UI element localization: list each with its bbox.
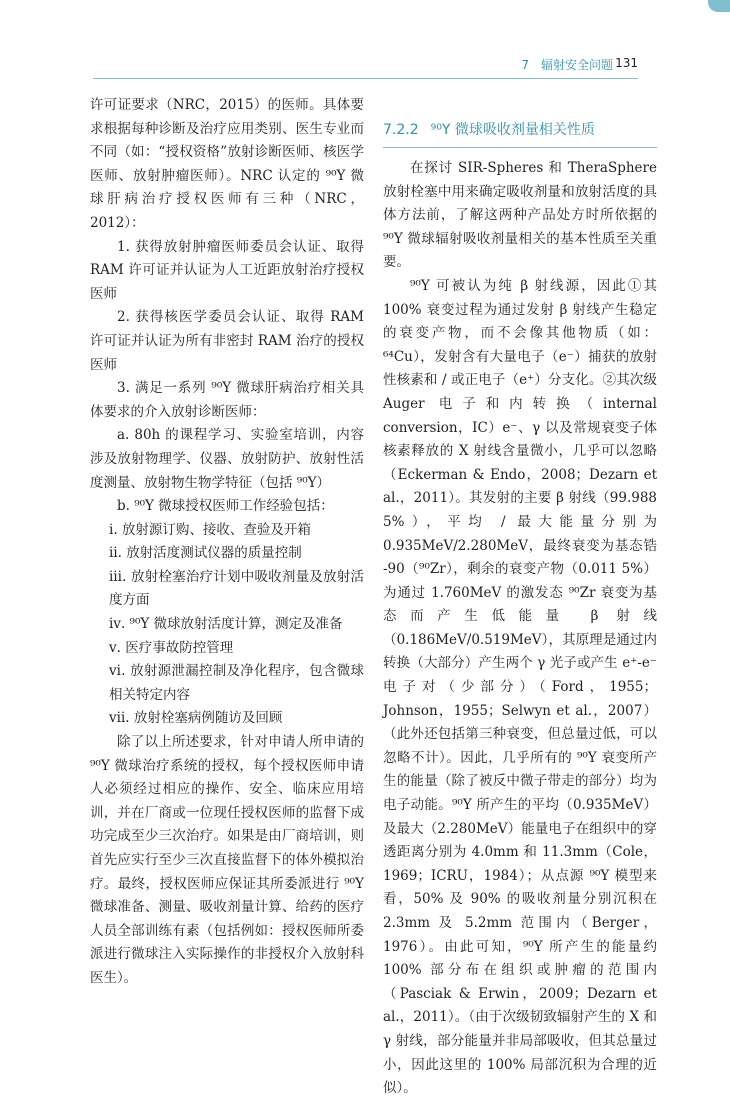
corner-tab-decoration xyxy=(708,0,730,12)
list-item-3b: b. ⁹⁰Y 微球授权医师工作经验包括： xyxy=(117,498,334,515)
sub-item-ii: ⅱ. 放射活度测试仪器的质量控制 xyxy=(109,545,302,562)
header-rule xyxy=(93,78,638,79)
section-heading xyxy=(383,113,657,147)
list-item-1: 1. 获得放射肿瘤医师委员会认证、取得 RAM 许可证并认证为人工近距放射治疗授权医师 xyxy=(90,238,364,302)
sub-item-vi: ⅵ. 放射源泄漏控制及净化程序，包含微球相关特定内容 xyxy=(109,663,364,703)
running-header xyxy=(0,50,730,78)
sub-item-iv: ⅳ. ⁹⁰Y 微球放射活度计算，测定及准备 xyxy=(109,616,343,633)
sub-item-vii: ⅶ. 放射栓塞病例随访及回顾 xyxy=(109,710,283,727)
sub-item-v: ⅴ. 医疗事故防控管理 xyxy=(109,639,234,656)
chapter-title: 7 辐射安全问题 xyxy=(521,58,613,72)
paragraph-continued: 许可证要求（NRC，2015）的医师。具体要求根据每种诊断及治疗应用类别、医生专业而不同（如：“授权资格”放射诊断医师、核医学医师、放射肿瘤医师）。NRC 认定的 ⁹⁰Y 微球肝病治疗授权医师有三种（NRC，2012）： xyxy=(90,97,364,231)
paragraph-intro: 在探讨 SIR-Spheres 和 TheraSphere 放射栓塞中用来确定吸收剂量和放射活度的具体方法前，了解这两种产品处方时所依据的 ⁹⁰Y 微球辐射吸收剂量相关的基本性质至关重要。 xyxy=(383,160,657,271)
list-item-2: 2. 获得核医学委员会认证、取得 RAM 许可证并认证为所有非密封 RAM 治疗的授权医师 xyxy=(90,309,364,373)
list-item-3a: a. 80h 的课程学习、实验室培训，内容涉及放射物理学、仪器、放射防护、放射性活度测量、放射物生物学特征（包括 ⁹⁰Y） xyxy=(90,427,364,491)
right-column xyxy=(383,157,657,1101)
sub-item-iii: ⅲ. 放射栓塞治疗计划中吸收剂量及放射活度方面 xyxy=(109,568,364,609)
list-item-3: 3. 满足一系列 ⁹⁰Y 微球肝病治疗相关具体要求的介入放射诊断医师： xyxy=(90,380,364,420)
paragraph-properties: ⁹⁰Y 可被认为纯 β 射线源，因此①其 100% 衰变过程为通过发射 β 射线产生稳定的衰变产物，而不会像其他物质（如：⁶⁴Cu），发射含有大量电子（e⁻）捕获的放射性核素和 / 或正电子（e⁺）分支化。②其次级 Auger 电子和内转换（internal conversion，IC）e⁻、γ 以及常规衰变子体核素释放的 X 射线含量微小，几乎可以忽略（Eckerman & Endo，2008；Dezarn et al.，2011）。其发射的主要 β 射线（99.988 5%），平均 / 最大能量分别为 0.935MeV/2.280MeV，最终衰变为基态锆 -90（⁹⁰Zr），剩余的衰变产物（0.011 5%）为通过 1.760MeV 的激发态 ⁹⁰Zr 衰变为基态而产生低能量 β 射线（0.186MeV/0.519MeV），其原理是通过内转换（大部分）产生两个 γ 光子或产生 e⁺-e⁻ 电子对（少部分）（Ford，1955；Johnson，1955；Selwyn et al.，2007）（此外还包括第三种衰变，但总量过低，可以忽略不计）。因此，几乎所有的 ⁹⁰Y 衰变所产生的能量（除了被反中微子带走的部分）均为电子动能。⁹⁰Y 所产生的平均（0.935MeV）及最大（2.280MeV）能量电子在组织中的穿透距离分别为 4.0mm 和 11.3mm（Cole，1969；ICRU，1984）；从点源 ⁹⁰Y 模型来看，50% 及 90% 的吸收剂量分别沉积在 2.3mm 及 5.2mm 范围内（Berger，1976）。由此可知，⁹⁰Y 所产生的能量约 100% 部分布在组织或肿瘤的范围内（Pasciak & Erwin，2009；Dezarn et al.，2011）。（由于次级韧致辐射产生的 X 和 γ 射线，部分能量并非局部吸收，但其总量过小，因此这里的 100% 局部沉积为合理的近似）。 xyxy=(383,277,657,1097)
section-heading-rule xyxy=(383,147,657,148)
left-column xyxy=(90,94,364,991)
section-title: ⁹⁰Y 微球吸收剂量相关性质 xyxy=(430,122,595,138)
sub-item-i: ⅰ. 放射源订购、接收、查验及开箱 xyxy=(109,521,311,538)
section-number: 7.2.2 xyxy=(383,122,419,138)
paragraph-training: 除了以上所述要求，针对申请人所申请的 ⁹⁰Y 微球治疗系统的授权，每个授权医师申请人必须经过相应的操作、安全、临床应用培训，并在厂商或一位现任授权医师的监督下成功完成至少三次治疗。如果是由厂商培训，则首先应实行至少三次直接监督下的体外模拟治疗。最终，授权医师应保证其所委派进行 ⁹⁰Y 微球准备、测量、吸收剂量计算、给药的医疗人员全部训练有素（包括例如：授权医师所委派进行微球注入实际操作的非授权介入放射科医生）。 xyxy=(90,734,364,986)
page-number: 131 xyxy=(615,56,638,70)
